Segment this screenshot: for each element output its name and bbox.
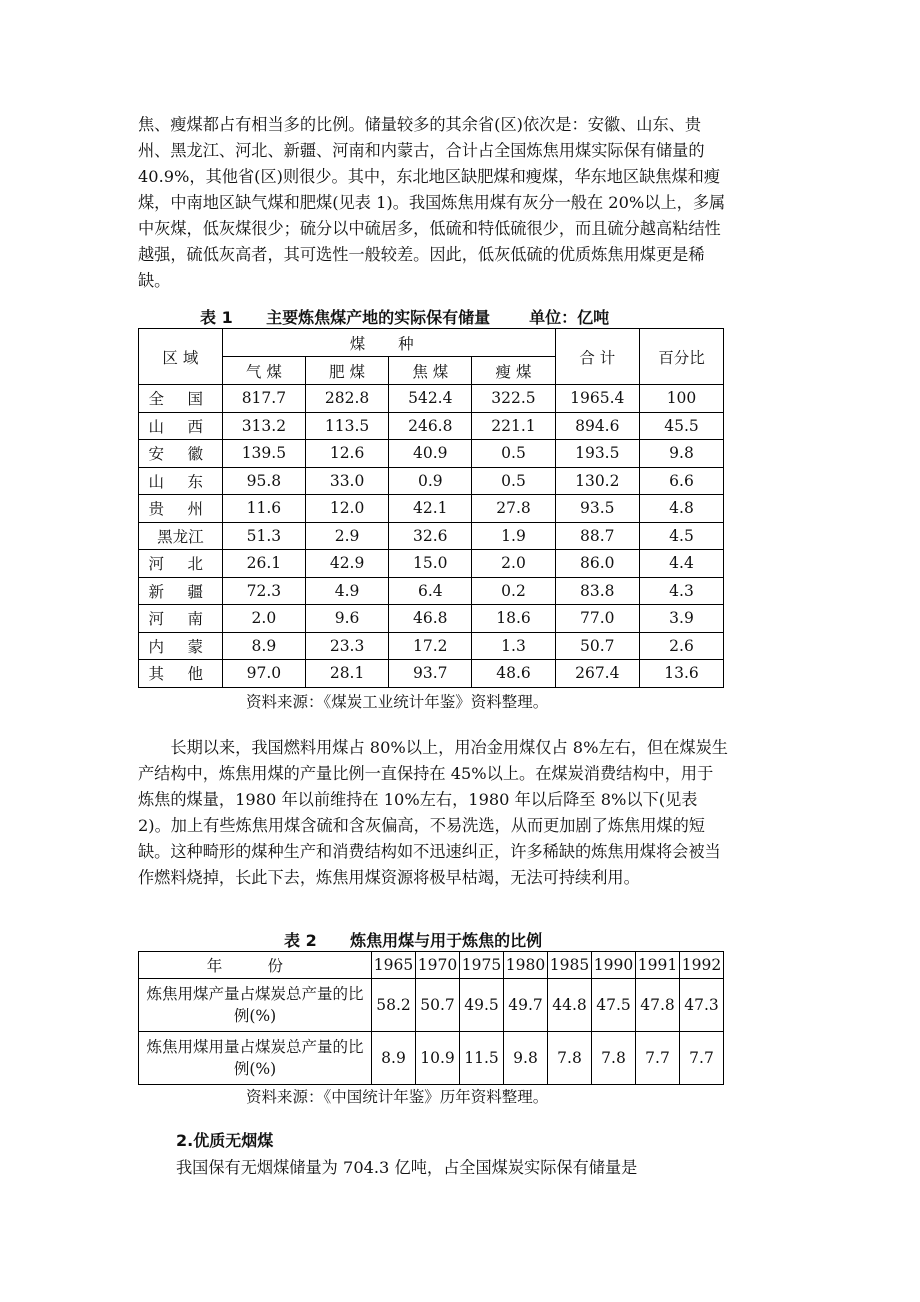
table-row (139, 495, 724, 523)
table1-body (139, 385, 724, 688)
header-region: 区 域 (139, 329, 223, 385)
table2-caption: 表 2 炼焦用煤与用于炼焦的比例 (284, 931, 543, 950)
table-row (139, 660, 724, 688)
region-cell: 新 疆 (139, 577, 223, 605)
value-cell: 4.8 (639, 495, 723, 523)
year-header-cell: 1975 (460, 952, 504, 979)
value-cell: 1.3 (472, 632, 555, 660)
value-cell: 0.5 (472, 440, 555, 468)
value-cell: 0.5 (472, 467, 555, 495)
header-percent: 百分比 (639, 329, 723, 385)
value-cell: 4.9 (305, 577, 388, 605)
value-cell: 0.2 (472, 577, 555, 605)
value-cell: 193.5 (555, 440, 639, 468)
section-heading: 2.优质无烟煤 (176, 1131, 274, 1150)
value-cell: 42.1 (389, 495, 472, 523)
value-cell: 86.0 (555, 550, 639, 578)
region-cell: 黑龙江 (139, 522, 223, 550)
value-cell: 12.6 (305, 440, 388, 468)
value-cell: 6.4 (389, 577, 472, 605)
year-header-cell: 1965 (372, 952, 416, 979)
value-cell: 2.9 (305, 522, 388, 550)
value-cell: 83.8 (555, 577, 639, 605)
value-cell: 49.5 (460, 979, 504, 1032)
header-coking-coal: 焦 煤 (389, 357, 472, 385)
value-cell: 139.5 (222, 440, 305, 468)
value-cell: 33.0 (305, 467, 388, 495)
value-cell: 894.6 (555, 412, 639, 440)
table-row (139, 467, 724, 495)
value-cell: 11.6 (222, 495, 305, 523)
table-row (139, 385, 724, 413)
value-cell: 26.1 (222, 550, 305, 578)
region-cell: 全 国 (139, 385, 223, 413)
value-cell: 50.7 (555, 632, 639, 660)
value-cell: 48.6 (472, 660, 555, 688)
value-cell: 4.3 (639, 577, 723, 605)
header-coal-type: 煤 种 (222, 329, 555, 357)
value-cell: 2.0 (222, 605, 305, 633)
region-cell: 安 徽 (139, 440, 223, 468)
value-cell: 93.5 (555, 495, 639, 523)
value-cell: 77.0 (555, 605, 639, 633)
closing-paragraph: 我国保有无烟煤储量为 704.3 亿吨，占全国煤炭实际保有储量是 (176, 1158, 638, 1177)
coking-coal-reserves-table (138, 328, 724, 688)
table-row (139, 979, 724, 1032)
value-cell: 47.3 (680, 979, 724, 1032)
value-cell: 93.7 (389, 660, 472, 688)
region-cell: 山 东 (139, 467, 223, 495)
value-cell: 13.6 (639, 660, 723, 688)
year-header-cell: 1980 (504, 952, 548, 979)
value-cell: 9.8 (639, 440, 723, 468)
value-cell: 47.8 (636, 979, 680, 1032)
value-cell: 0.9 (389, 467, 472, 495)
value-cell: 4.4 (639, 550, 723, 578)
value-cell: 113.5 (305, 412, 388, 440)
value-cell: 45.5 (639, 412, 723, 440)
value-cell: 50.7 (416, 979, 460, 1032)
value-cell: 3.9 (639, 605, 723, 633)
value-cell: 18.6 (472, 605, 555, 633)
value-cell: 40.9 (389, 440, 472, 468)
row-label-cell: 炼焦用煤产量占煤炭总产量的比例(%) (139, 979, 372, 1032)
value-cell: 32.6 (389, 522, 472, 550)
value-cell: 7.7 (636, 1032, 680, 1085)
value-cell: 95.8 (222, 467, 305, 495)
value-cell: 10.9 (416, 1032, 460, 1085)
value-cell: 2.0 (472, 550, 555, 578)
value-cell: 9.8 (504, 1032, 548, 1085)
region-cell: 内 蒙 (139, 632, 223, 660)
value-cell: 47.5 (592, 979, 636, 1032)
value-cell: 221.1 (472, 412, 555, 440)
value-cell: 9.6 (305, 605, 388, 633)
value-cell: 23.3 (305, 632, 388, 660)
table2-body (139, 979, 724, 1085)
value-cell: 7.8 (548, 1032, 592, 1085)
value-cell: 4.5 (639, 522, 723, 550)
year-header-cell: 1991 (636, 952, 680, 979)
value-cell: 88.7 (555, 522, 639, 550)
header-gas-coal: 气 煤 (222, 357, 305, 385)
value-cell: 6.6 (639, 467, 723, 495)
region-cell: 其 他 (139, 660, 223, 688)
year-header-cell: 1985 (548, 952, 592, 979)
header-lean-coal: 瘦 煤 (472, 357, 555, 385)
paragraph-text: 焦、瘦煤都占有相当多的比例。储量较多的其余省(区)依次是：安徽、山东、贵州、黑龙江、河北、新疆、河南和内蒙古，合计占全国炼焦用煤实际保有储量的 40.9%，其他省(区)则很少。其中，东北地区缺肥煤和瘦煤，华东地区缺焦煤和瘦煤，中南地区缺气煤和肥煤(见表 1)。我国炼焦用煤有灰分一般在 20%以上，多属中灰煤，低灰煤很少；硫分以中硫居多，低硫和特低硫很少，而且硫分越高粘结性越强，硫低灰高者，其可选性一般较差。因此，低灰低硫的优质炼焦用煤更是稀缺。 (138, 115, 726, 290)
value-cell: 8.9 (372, 1032, 416, 1085)
value-cell: 15.0 (389, 550, 472, 578)
value-cell: 7.7 (680, 1032, 724, 1085)
value-cell: 8.9 (222, 632, 305, 660)
table2-header-row (139, 952, 724, 979)
table-row (139, 412, 724, 440)
table-row (139, 632, 724, 660)
value-cell: 51.3 (222, 522, 305, 550)
table2-source: 资料来源：《中国统计年鉴》历年资料整理。 (246, 1088, 549, 1106)
value-cell: 17.2 (389, 632, 472, 660)
table-row (139, 550, 724, 578)
table-row (139, 605, 724, 633)
value-cell: 46.8 (389, 605, 472, 633)
value-cell: 1965.4 (555, 385, 639, 413)
value-cell: 72.3 (222, 577, 305, 605)
value-cell: 42.9 (305, 550, 388, 578)
year-header-cell: 1970 (416, 952, 460, 979)
value-cell: 1.9 (472, 522, 555, 550)
table-row (139, 440, 724, 468)
coking-coal-ratio-table (138, 951, 724, 1085)
region-cell: 河 南 (139, 605, 223, 633)
table-row (139, 1032, 724, 1085)
region-cell: 贵 州 (139, 495, 223, 523)
value-cell: 246.8 (389, 412, 472, 440)
table-row (139, 522, 724, 550)
value-cell: 267.4 (555, 660, 639, 688)
table1-caption: 表 1 主要炼焦煤产地的实际保有储量 单位：亿吨 (200, 308, 610, 327)
value-cell: 58.2 (372, 979, 416, 1032)
region-cell: 山 西 (139, 412, 223, 440)
value-cell: 49.7 (504, 979, 548, 1032)
year-header-cell: 1990 (592, 952, 636, 979)
value-cell: 130.2 (555, 467, 639, 495)
header-year: 年 份 (139, 952, 372, 979)
value-cell: 542.4 (389, 385, 472, 413)
value-cell: 27.8 (472, 495, 555, 523)
value-cell: 817.7 (222, 385, 305, 413)
header-total: 合 计 (555, 329, 639, 385)
value-cell: 322.5 (472, 385, 555, 413)
value-cell: 282.8 (305, 385, 388, 413)
value-cell: 100 (639, 385, 723, 413)
header-fat-coal: 肥 煤 (305, 357, 388, 385)
value-cell: 11.5 (460, 1032, 504, 1085)
value-cell: 313.2 (222, 412, 305, 440)
value-cell: 12.0 (305, 495, 388, 523)
paragraph-text: 长期以来，我国燃料用煤占 80%以上，用冶金用煤仅占 8%左右，但在煤炭生产结构中，炼焦用煤的产量比例一直保持在 45%以上。在煤炭消费结构中，用于炼焦的煤量，1980 年以前维持在 10%左右，1980 年以后降至 8%以下(见表 2)。加上有些炼焦用煤含硫和含灰偏高，不易洗选，从而更加剧了炼焦用煤的短缺。这种畸形的煤种生产和消费结构如不迅速纠正，许多稀缺的炼焦用煤将会被当作燃料烧掉，长此下去，炼焦用煤资源将极早枯竭，无法可持续利用。 (138, 738, 728, 887)
row-label-cell: 炼焦用煤用量占煤炭总产量的比例(%) (139, 1032, 372, 1085)
consumption-paragraph (138, 735, 728, 891)
year-header-cell: 1992 (680, 952, 724, 979)
value-cell: 7.8 (592, 1032, 636, 1085)
intro-paragraph (138, 112, 728, 294)
region-cell: 河 北 (139, 550, 223, 578)
value-cell: 44.8 (548, 979, 592, 1032)
value-cell: 97.0 (222, 660, 305, 688)
table1-source: 资料来源：《煤炭工业统计年鉴》资料整理。 (246, 693, 549, 711)
value-cell: 2.6 (639, 632, 723, 660)
value-cell: 28.1 (305, 660, 388, 688)
table-row (139, 577, 724, 605)
